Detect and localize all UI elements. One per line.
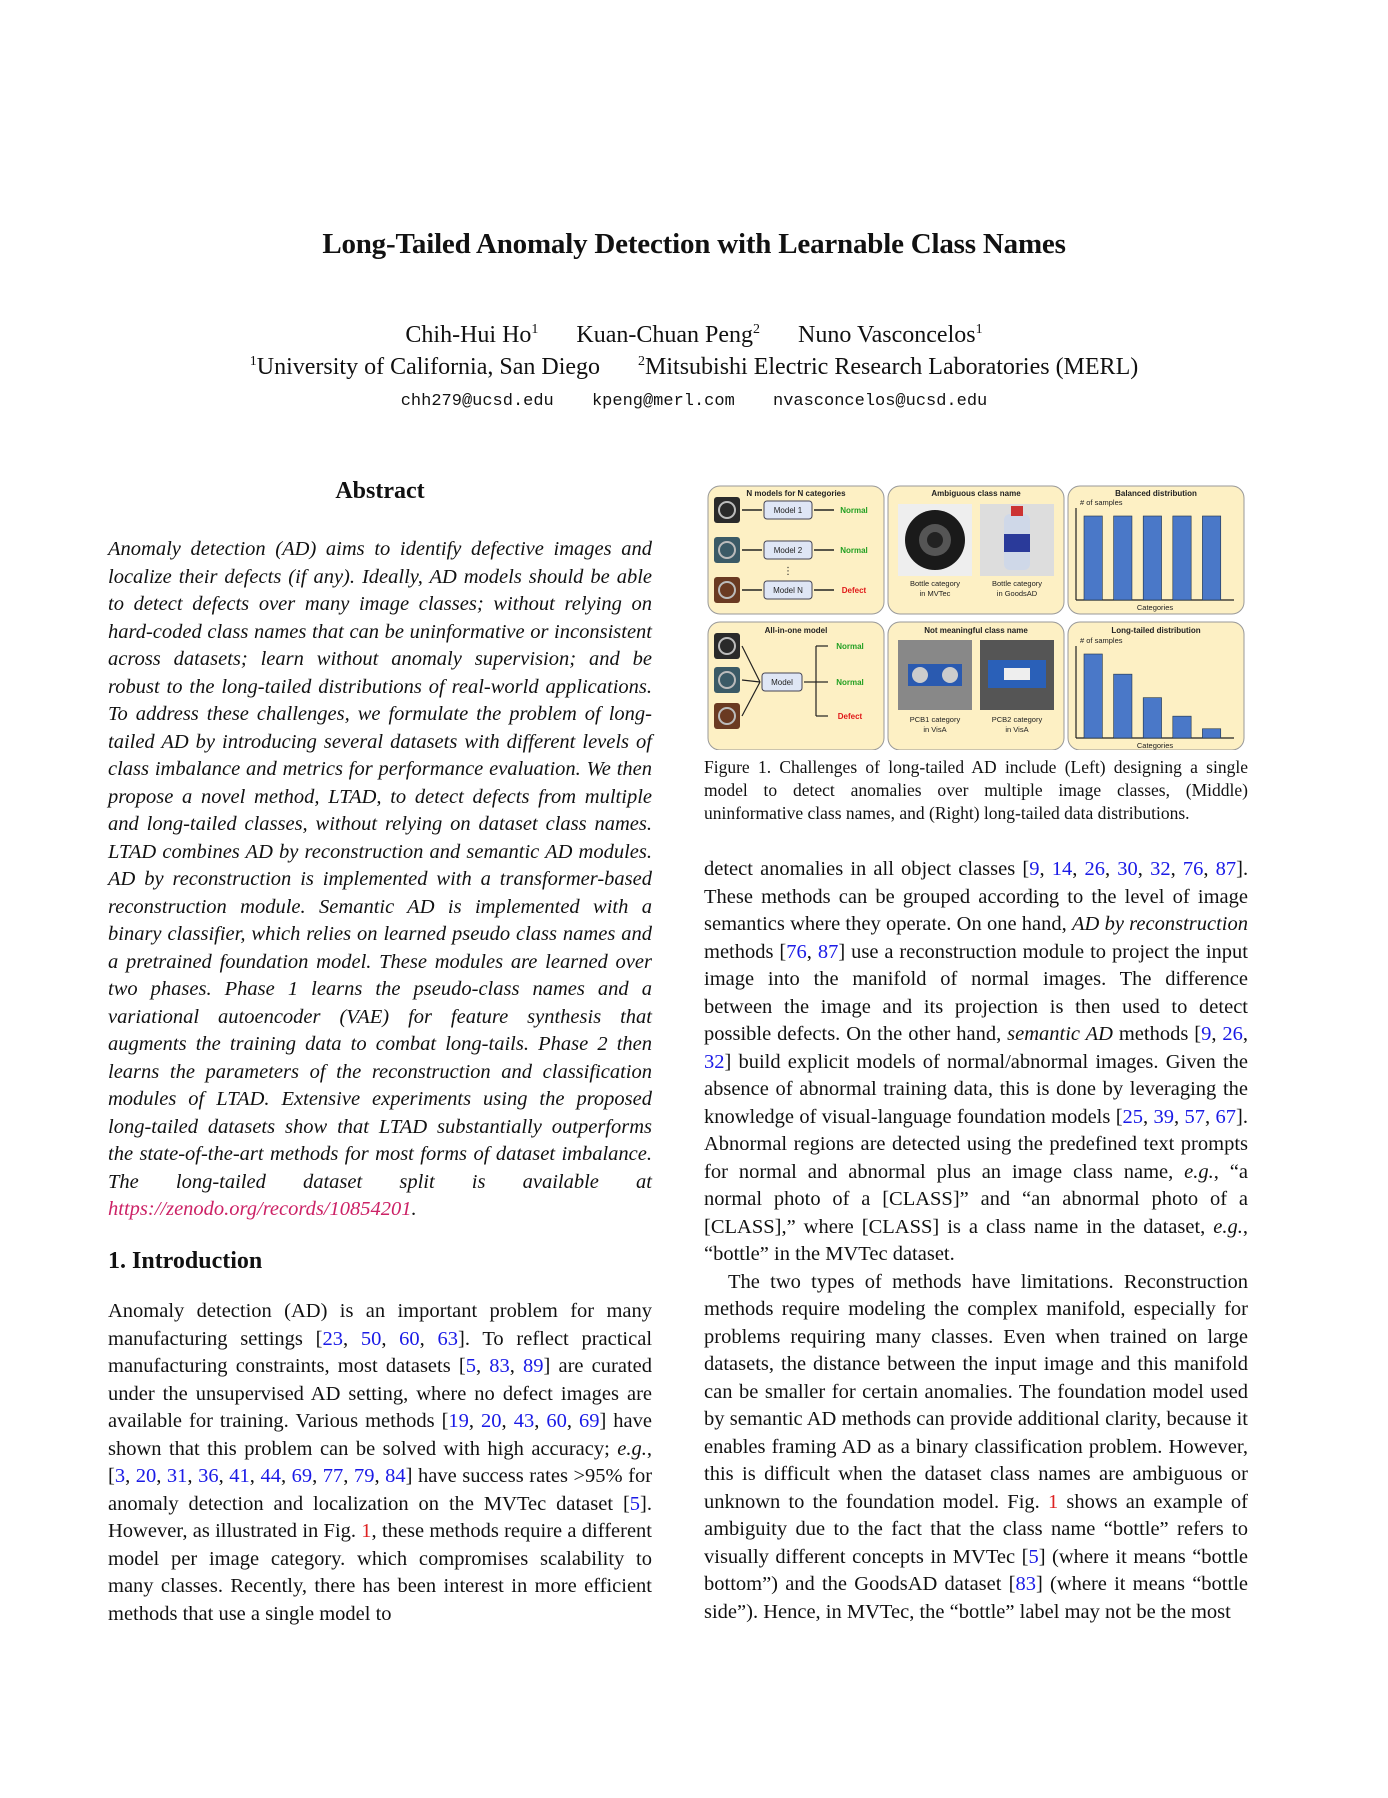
citation-link[interactable]: 5: [465, 1355, 476, 1377]
text-run: ,: [566, 1410, 579, 1432]
longtail-bar: [1202, 729, 1220, 738]
text-run: ,: [342, 1327, 361, 1350]
citation-link[interactable]: 76: [786, 940, 807, 963]
output-label: Normal: [836, 642, 864, 651]
model-label: Model N: [773, 586, 803, 595]
model-label: Model: [771, 678, 793, 687]
text-run: ] use a reconstruction module to project the input image into the manifold of normal images. The difference between the image and its projection is then used to detect possible defects. On the other hand,: [704, 940, 1248, 1045]
author: Chih-Hui Ho$^1$: [405, 322, 539, 348]
image-caption: PCB2 category: [991, 715, 1043, 724]
affiliation-list: [0, 354, 1388, 381]
citation-link[interactable]: 63: [437, 1327, 459, 1350]
sample-thumbnail: [714, 667, 740, 693]
abstract-heading: Abstract: [335, 478, 425, 504]
longtail-bar: [1173, 716, 1191, 738]
text-run: , these methods require a different model per image category. which compromises scalability to many classes. Recently, there has been interest in more efficient methods that use a single model to: [108, 1520, 652, 1625]
text-run: ,: [501, 1410, 514, 1432]
text-run: methods [: [704, 940, 787, 963]
emphasis: e.g.: [617, 1437, 647, 1460]
text-run: The two types of methods have limitations. Reconstruction methods require modeling the complex manifold, especially for problems requiring many classes. Even when trained on large datasets, the distance between the input image and this manifold can be smaller for certain anomalies. The foundation model used by semantic AD methods can provide additional clarity, because it enables framing AD as a binary classification problem. However, this is difficult when the dataset class names are ambiguous or unknown to the foundation model. Fig.: [704, 1270, 1248, 1513]
longtail-bar: [1114, 674, 1132, 738]
y-axis-label: # of samples: [1080, 498, 1123, 507]
paper-title: Long-Tailed Anomaly Detection with Learnable Class Names: [322, 228, 1066, 260]
model-label: Model 1: [773, 506, 803, 515]
figure-caption: Figure 1. Challenges of long-tailed AD include (Left) designing a single model to detect anomalies over multiple image classes, (Middle) uninformative class names, and (Right) long-tailed data distributions.: [704, 757, 1248, 823]
text-run: ,: [1137, 858, 1151, 880]
citation-link[interactable]: 69: [291, 1465, 313, 1487]
citation-link[interactable]: 3: [114, 1465, 126, 1487]
image-caption: PCB1 category: [909, 715, 961, 724]
output-label: Defect: [841, 586, 867, 595]
balanced-bar: [1084, 516, 1102, 600]
figure-1-graphic: [704, 484, 1248, 750]
citation-link[interactable]: 60: [546, 1410, 567, 1432]
citation-link[interactable]: 43: [513, 1410, 535, 1432]
balanced-bar: [1202, 516, 1220, 600]
citation-link[interactable]: 26: [1222, 1023, 1243, 1045]
text-run: , “a normal photo of a [CLASS]” and “an abnormal photo of a [CLASS],” where [CLASS] is a class name in the dataset,: [704, 1160, 1248, 1238]
text-run: ,: [1242, 1023, 1249, 1045]
citation-link[interactable]: 19: [448, 1410, 469, 1432]
body-paragraph: [704, 1269, 1248, 1627]
ellipsis: ⋮: [783, 566, 793, 577]
sample-thumbnail: [714, 633, 740, 659]
text-run: ,: [419, 1327, 438, 1350]
emphasis: AD by reconstruction: [1072, 913, 1248, 935]
citation-link[interactable]: 83: [489, 1355, 510, 1377]
text-run: ,: [1203, 858, 1216, 880]
longtail-bar: [1084, 654, 1102, 738]
citation-link[interactable]: 60: [399, 1327, 420, 1350]
text-run: ,: [1143, 1105, 1154, 1128]
text-run: ,: [343, 1465, 354, 1487]
citation-link[interactable]: 9: [1029, 858, 1040, 880]
text-run: ,: [381, 1327, 400, 1350]
citation-link[interactable]: 50: [360, 1327, 382, 1350]
image-caption: Bottle category: [909, 579, 961, 588]
text-run: ,: [806, 940, 818, 963]
citation-link[interactable]: 87: [1215, 858, 1237, 880]
sample-thumbnail: [714, 577, 740, 603]
sample-thumbnail: [714, 703, 740, 729]
text-run: ] build explicit models of normal/abnormal images. Given the absence of abnormal training data, this is done by leveraging the knowledge of visual-language foundation models [: [704, 1050, 1248, 1128]
citation-link[interactable]: 39: [1153, 1105, 1175, 1128]
citation-link[interactable]: 9: [1201, 1023, 1212, 1045]
body-paragraph: [704, 856, 1248, 1269]
figure-ref[interactable]: 1: [1047, 1490, 1059, 1513]
text-run: , [: [108, 1437, 652, 1487]
x-axis-label: Categories: [1136, 741, 1174, 750]
citation-link[interactable]: 36: [198, 1465, 219, 1487]
text-run: ] (where it means “bottle bottom”) and the GoodsAD dataset [: [704, 1545, 1248, 1595]
text-run: ,: [125, 1465, 136, 1487]
email[interactable]: chh279@ucsd.edu: [400, 392, 554, 411]
text-run: ,: [280, 1465, 292, 1487]
text-run: ]. These methods can be grouped according to the level of image semantics where they operate. On one hand,: [704, 858, 1249, 935]
text-run: ,: [1174, 1105, 1185, 1128]
text-run: Anomaly detection (AD) is an important problem for many manufacturing settings [: [108, 1300, 652, 1350]
citation-link[interactable]: 5: [629, 1492, 641, 1515]
citation-link[interactable]: 32: [704, 1050, 725, 1073]
citation-link[interactable]: 31: [166, 1465, 188, 1487]
citation-link[interactable]: 23: [322, 1327, 343, 1350]
text-run: ]. To reflect practical manufacturing constraints, most datasets [: [108, 1327, 653, 1377]
text-run: ]. Abnormal regions are detected using the predefined text prompts for normal and abnormal plus an image class name,: [704, 1105, 1248, 1183]
citation-link[interactable]: 69: [578, 1410, 600, 1432]
figure-ref[interactable]: 1: [361, 1520, 372, 1542]
longtail-bar: [1143, 698, 1161, 738]
author: Kuan-Chuan Peng$^2$: [576, 322, 761, 348]
citation-link[interactable]: 67: [1215, 1105, 1237, 1128]
author-list: [0, 322, 1388, 349]
citation-link[interactable]: 57: [1184, 1105, 1206, 1128]
text-run: ,: [312, 1465, 323, 1487]
figure-1: [704, 484, 1248, 750]
intro-paragraph: [108, 1298, 652, 1628]
text-run: ,: [218, 1465, 230, 1487]
text-run: ] (where it means “bottle side”). Hence, in MVTec, the “bottle” label may not be the most: [704, 1573, 1248, 1623]
balanced-bar: [1143, 516, 1161, 600]
text-run: ,: [1170, 858, 1183, 880]
citation-link[interactable]: 79: [353, 1465, 375, 1487]
citation-link[interactable]: 89: [523, 1355, 544, 1377]
affiliation: $^1$University of California, San Diego: [249, 354, 601, 380]
output-label: Defect: [837, 712, 863, 721]
pcb1-sensor: [912, 667, 928, 683]
image-caption: in VisA: [923, 725, 947, 734]
text-run: ,: [534, 1410, 547, 1432]
text-run: shows an example of ambiguity due to the fact that the class name “bottle” refers to visually different concepts in MVTec [: [704, 1490, 1248, 1568]
text-run: ,: [187, 1465, 199, 1487]
panel-title: Balanced distribution: [1115, 489, 1197, 498]
sample-thumbnail: [714, 497, 740, 523]
panel-title: Not meaningful class name: [924, 626, 1028, 635]
citation-link[interactable]: 77: [322, 1465, 344, 1487]
section-heading: 1. Introduction: [108, 1248, 263, 1274]
text-run: ,: [374, 1465, 386, 1487]
text-run: methods [: [1112, 1023, 1202, 1045]
text-run: ,: [509, 1355, 524, 1377]
citation-link[interactable]: 20: [135, 1465, 157, 1487]
image-caption: in MVTec: [919, 589, 951, 598]
pcb2-chip: [1004, 668, 1030, 680]
emphasis: semantic AD: [1007, 1023, 1113, 1045]
text-run: ] have success rates >95% for anomaly detection and localization on the MVTec dataset [: [108, 1465, 653, 1515]
email[interactable]: kpeng@merl.com: [591, 392, 735, 411]
right-column-text: [704, 856, 1248, 1626]
output-label: Normal: [836, 678, 864, 687]
citation-link[interactable]: 20: [481, 1410, 502, 1432]
citation-link[interactable]: 83: [1015, 1573, 1036, 1595]
text-run: ,: [1072, 858, 1085, 880]
text-run: ,: [156, 1465, 167, 1487]
text-run: ,: [249, 1465, 261, 1487]
panel-title: Long-tailed distribution: [1111, 626, 1201, 635]
text-run: , “bottle” in the MVTec dataset.: [704, 1215, 1248, 1265]
text-run: ,: [1105, 858, 1118, 880]
citation-link[interactable]: 84: [385, 1465, 406, 1487]
text-run: ,: [1205, 1105, 1216, 1128]
pcb1-sensor: [942, 667, 958, 683]
emphasis: e.g.: [1213, 1215, 1243, 1238]
citation-link[interactable]: 25: [1122, 1105, 1144, 1128]
text-run: detect anomalies in all object classes [: [704, 858, 1030, 880]
panel-title: All-in-one model: [764, 626, 828, 635]
citation-link[interactable]: 76: [1182, 858, 1204, 880]
citation-link[interactable]: 87: [817, 940, 839, 963]
citation-link[interactable]: 26: [1084, 858, 1105, 880]
citation-link[interactable]: 5: [1028, 1545, 1039, 1568]
bottle-bottom-center: [927, 532, 943, 548]
bottle-label: [1004, 534, 1030, 552]
balanced-bar: [1114, 516, 1132, 600]
citation-link[interactable]: 30: [1117, 858, 1138, 880]
text-run: ]. However, as illustrated in Fig.: [108, 1492, 652, 1542]
panel-title: Ambiguous class name: [931, 489, 1021, 498]
citation-link[interactable]: 32: [1150, 858, 1171, 880]
emphasis: e.g.: [1184, 1160, 1214, 1183]
abstract-text: Anomaly detection (AD) aims to identify defective images and localize their defects (if any). Ideally, AD models should be able to detect defects over many image classes; without relying on hard-coded class names that can be uninformative or inconsistent across datasets; learn without anomaly supervision; and be robust to the long-tailed distributions of real-world applications. To address these challenges, we formulate the problem of long-tailed AD by introducing several datasets with different levels of class imbalance and metrics for performance evaluation. We then propose a novel method, LTAD, to detect defects from multiple and long-tailed classes, without relying on dataset class names. LTAD combines AD by reconstruction and semantic AD modules. AD by reconstruction is implemented with a transformer-based reconstruction module. Semantic AD is implemented with a binary classifier, which relies on learned pseudo class names and a pretrained foundation model. These modules are learned over two phases. Phase 1 learns the pseudo-class names and a variational autoencoder (VAE) for feature synthesis that augments the training data to combat long-tails. Phase 2 then learns the parameters of the reconstruction and classification modules of LTAD. Extensive experiments using the proposed long-tailed datasets show that LTAD substantially outperforms the state-of-the-art methods for most forms of dataset imbalance. The long-tailed dataset split is available at https://zenodo.org/records/10854201.: [108, 538, 652, 1220]
balanced-bar: [1173, 516, 1191, 600]
image-caption: in VisA: [1005, 725, 1029, 734]
output-label: Normal: [840, 506, 868, 515]
dataset-link[interactable]: https://zenodo.org/records/10854201: [108, 1198, 412, 1220]
x-axis-label: Categories: [1136, 603, 1174, 612]
output-label: Normal: [840, 546, 868, 555]
image-caption: in GoodsAD: [996, 589, 1038, 598]
text-run: ] are curated under the unsupervised AD setting, where no defect images are available for training. Various methods [: [108, 1355, 652, 1432]
sample-thumbnail: [714, 537, 740, 563]
bottle-cap: [1011, 506, 1023, 516]
text-run: ,: [468, 1410, 482, 1432]
text-run: ,: [1211, 1023, 1223, 1045]
text-run: ,: [475, 1355, 490, 1377]
email-list: [0, 392, 1388, 411]
y-axis-label: # of samples: [1080, 636, 1123, 645]
citation-link[interactable]: 41: [229, 1465, 250, 1487]
affiliation: $^2$Mitsubishi Electric Research Laboratories (MERL): [638, 354, 1139, 380]
text-run: ] have shown that this problem can be solved with high accuracy;: [108, 1410, 653, 1460]
author: Nuno Vasconcelos$^1$: [798, 322, 983, 348]
model-label: Model 2: [773, 546, 803, 555]
image-caption: Bottle category: [991, 579, 1043, 588]
text-run: ,: [1039, 858, 1052, 880]
email[interactable]: nvasconcelos@ucsd.edu: [773, 392, 988, 411]
panel-title: N models for N categories: [746, 489, 846, 498]
citation-link[interactable]: 14: [1051, 858, 1073, 880]
citation-link[interactable]: 44: [260, 1465, 281, 1487]
